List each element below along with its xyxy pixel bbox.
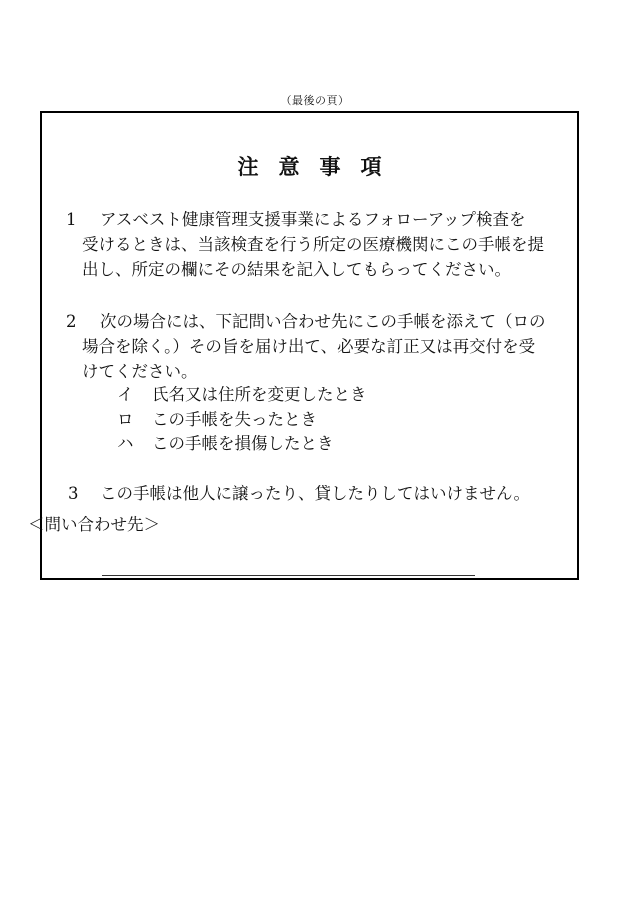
- item-text-line: アスベスト健康管理支援事業によるフォローアップ検査を: [100, 210, 526, 229]
- item-text-line: 場合を除く。）その旨を届け出て、必要な訂正又は再交付を受: [82, 337, 536, 356]
- contact-underline: [102, 575, 475, 576]
- notice-title: 注意事項: [237, 155, 402, 179]
- notice-box: [28, 111, 579, 580]
- item-number: 3: [68, 484, 79, 503]
- sub-item-text: この手帳を損傷したとき: [152, 434, 334, 453]
- item-text-line: この手帳は他人に譲ったり、貸したりしてはいけません。: [100, 484, 530, 503]
- item-text-line: 出し、所定の欄にその結果を記入してもらってください。: [82, 260, 511, 279]
- sub-item-text: 氏名又は住所を変更したとき: [152, 385, 367, 404]
- page-label: （最後の頁）: [280, 94, 350, 107]
- sub-item-mark: ロ: [117, 410, 134, 429]
- sub-item-mark: イ: [117, 385, 134, 404]
- item-text-line: けてください。: [82, 362, 198, 381]
- contact-label: ＜問い合わせ先＞: [28, 515, 160, 534]
- item-text-line: 受けるときは、当該検査を行う所定の医療機関にこの手帳を提: [82, 235, 544, 254]
- sub-item-mark: ハ: [117, 434, 134, 453]
- sub-item-text: この手帳を失ったとき: [152, 410, 317, 429]
- item-number: 2: [66, 312, 77, 331]
- item-text-line: 次の場合には、下記問い合わせ先にこの手帳を添えて（ロの: [100, 312, 546, 331]
- item-number: 1: [66, 210, 77, 229]
